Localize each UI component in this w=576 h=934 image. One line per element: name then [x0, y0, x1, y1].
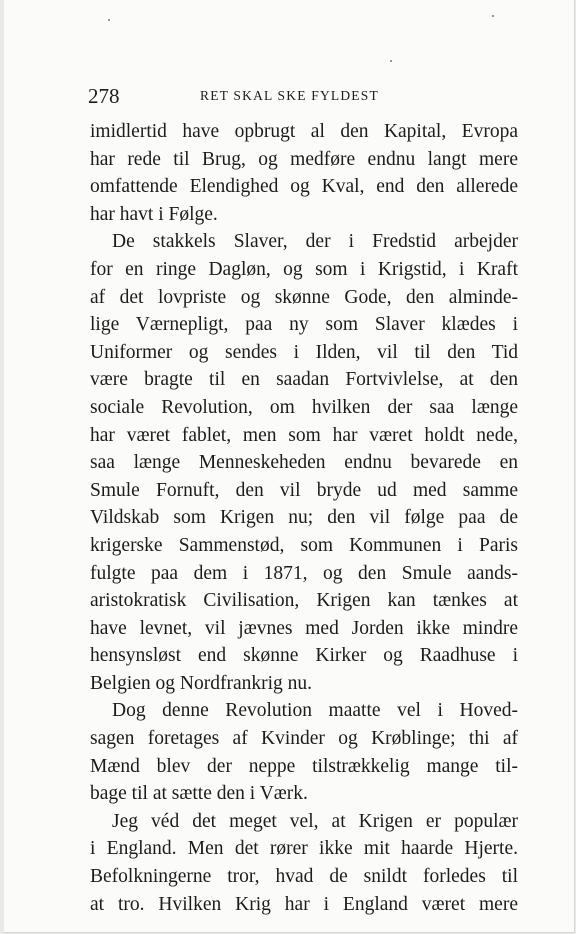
text-line: Befolkningerne tror, hvad de snildt forledes til	[90, 866, 518, 888]
text-line: sociale Revolution, om hvilken der saa længe	[90, 396, 518, 418]
text-line: Smule Fornuft, den vil bryde ud med samme	[90, 479, 518, 501]
print-speck	[390, 60, 392, 62]
text-line: har været fablet, men som har været holdt nede,	[90, 424, 518, 446]
print-speck	[108, 19, 110, 21]
text-line: at tro. Hvilken Krig har i England været mere	[90, 893, 518, 915]
text-line: i England. Men det rører ikke mit haarde Hjerte.	[90, 838, 518, 860]
text-line: har havt i Følge.	[90, 203, 218, 225]
text-line: Belgien og Nordfrankrig nu.	[90, 672, 313, 694]
text-line: saa længe Menneskeheden endnu bevarede en	[90, 452, 518, 474]
running-head: RET SKAL SKE FYLDEST	[200, 88, 379, 103]
text-line: bage til at sætte den i Værk.	[90, 783, 308, 805]
text-line: lige Værnepligt, paa ny som Slaver klædes i	[90, 314, 518, 336]
text-line: krigerske Sammenstød, som Kommunen i Paris	[90, 534, 518, 556]
text-line: De stakkels Slaver, der i Fredstid arbejder	[112, 231, 518, 253]
text-line: omfattende Elendighed og Kval, end den allerede	[90, 176, 518, 198]
text-line: Vildskab som Krigen nu; den vil følge paa de	[90, 507, 518, 529]
text-line: have levnet, vil jævnes med Jorden ikke mindre	[90, 617, 518, 639]
text-line: har rede til Brug, og medføre endnu langt mere	[90, 148, 518, 170]
page-header	[88, 84, 518, 108]
text-line: imidlertid have opbrugt al den Kapital, Evropa	[90, 121, 518, 142]
print-speck	[492, 15, 494, 17]
text-line: sagen foretages af Kvinder og Krøblinge; thi af	[90, 728, 518, 750]
text-line: hensynsløst end skønne Kirker og Raadhuse i	[90, 645, 518, 667]
text-line: for en ringe Dagløn, og som i Krigstid, i Kraft	[90, 258, 518, 280]
text-line: Mænd blev der neppe tilstrækkelig mange til-	[90, 755, 518, 777]
text-line: Dog denne Revolution maatte vel i Hoved-	[112, 700, 518, 722]
text-line: af det lovpriste og skønne Gode, den alminde-	[90, 286, 518, 308]
text-line: fulgte paa dem i 1871, og den Smule aands-	[90, 562, 518, 584]
text-line: aristokratisk Civilisation, Krigen kan tænkes at	[90, 590, 518, 612]
text-line: være bragte til en saadan Fortvivlelse, at den	[90, 369, 518, 391]
page-number: 278	[88, 84, 120, 108]
text-line: Jeg véd det meget vel, at Krigen er populær	[112, 810, 518, 832]
body-text	[90, 118, 518, 918]
text-line: Uniformer og sendes i Ilden, vil til den Tid	[90, 341, 518, 363]
